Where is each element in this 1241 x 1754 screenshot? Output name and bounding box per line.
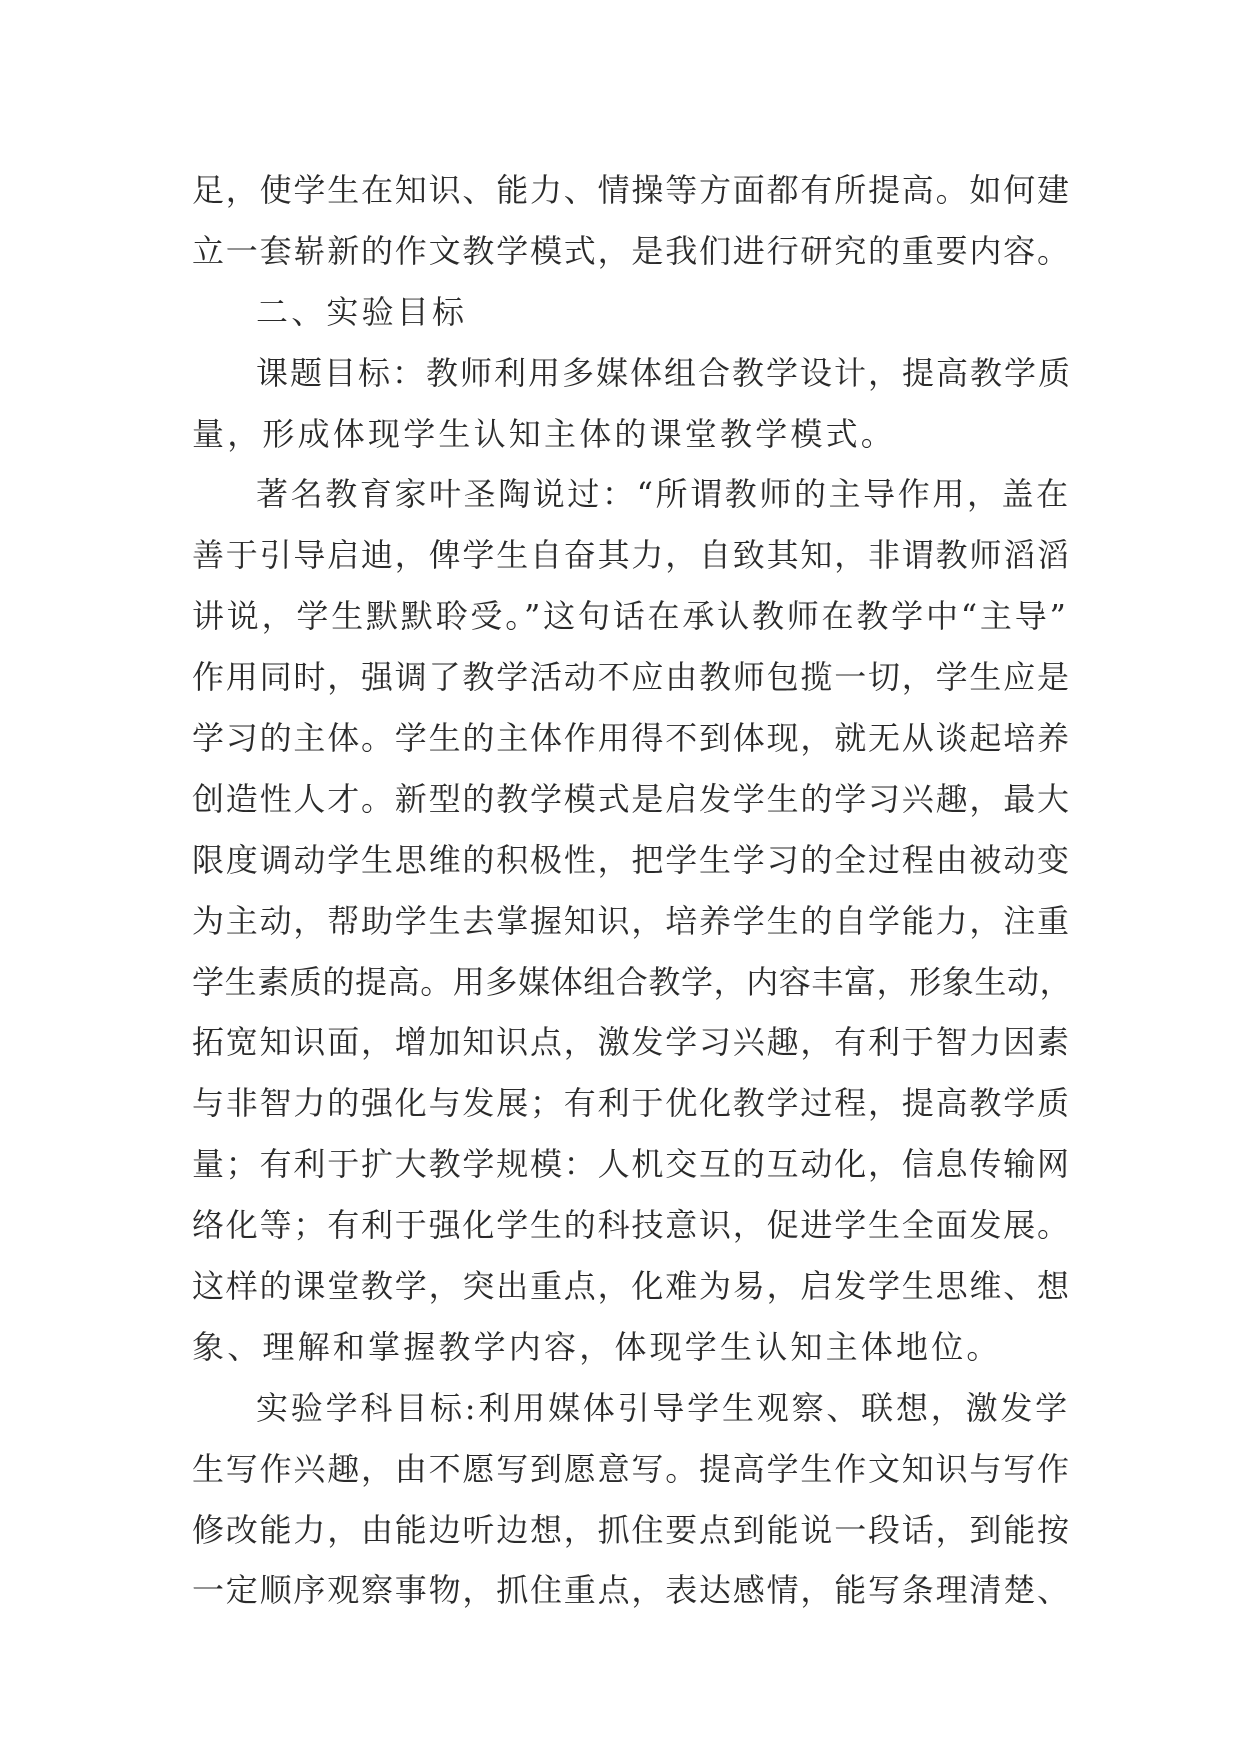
text-line: 量，形成体现学生认知主体的课堂教学模式。: [192, 414, 897, 453]
text-line: 足，使学生在知识、能力、情操等方面都有所提高。如何建: [192, 171, 1071, 209]
paragraph-first-line: 著名教育家叶圣陶说过：“所谓教师的主导作用，盖在: [256, 475, 1071, 514]
text-line: 创造性人才。新型的教学模式是启发学生的学习兴趣，最大: [192, 779, 1071, 818]
text-line: 络化等；有利于强化学生的科技意识，促进学生全面发展。: [192, 1206, 1071, 1245]
text-line: 与非智力的强化与发展；有利于优化教学过程，提高教学质: [192, 1084, 1071, 1123]
text-line: 量；有利于扩大教学规模：人机交互的互动化，信息传输网: [192, 1145, 1071, 1184]
paragraph-first-line: 课题目标：教师利用多媒体组合教学设计，提高教学质: [256, 353, 1073, 392]
text-line: 生写作兴趣，由不愿写到愿意写。提高学生作文知识与写作: [192, 1449, 1071, 1488]
text-line: 这样的课堂教学，突出重点，化难为易，启发学生思维、想: [192, 1267, 1071, 1306]
text-line: 作用同时，强调了教学活动不应由教师包揽一切，学生应是: [192, 658, 1071, 697]
text-line: 拓宽知识面，增加知识点，激发学习兴趣，有利于智力因素: [192, 1023, 1071, 1062]
text-line: 为主动，帮助学生去掌握知识，培养学生的自学能力，注重: [192, 901, 1071, 940]
paragraph-first-line: 实验学科目标:利用媒体引导学生观察、联想，激发学: [256, 1388, 1070, 1427]
document-body: [192, 160, 1072, 1621]
paragraph-first-line: 二、实验目标: [256, 292, 468, 331]
text-line: 象、理解和掌握教学内容，体现学生认知主体地位。: [192, 1327, 1002, 1366]
text-line: 立一套崭新的作文教学模式，是我们进行研究的重要内容。: [192, 231, 1071, 270]
text-line: 学习的主体。学生的主体作用得不到体现，就无从谈起培养: [192, 719, 1071, 758]
text-line: 修改能力，由能边听边想，抓住要点到能说一段话，到能按: [192, 1510, 1071, 1549]
text-line: 限度调动学生思维的积极性，把学生学习的全过程由被动变: [192, 840, 1071, 879]
text-line: 善于引导启迪，俾学生自奋其力，自致其知，非谓教师滔滔: [192, 536, 1071, 575]
text-line: 讲说，学生默默聆受。”这句话在承认教师在教学中“主导”: [192, 597, 1069, 636]
text-line: 学生素质的提高。用多媒体组合教学，内容丰富，形象生动，: [192, 962, 1073, 1001]
text-line: 一定顺序观察事物，抓住重点，表达感情，能写条理清楚、: [192, 1571, 1071, 1610]
